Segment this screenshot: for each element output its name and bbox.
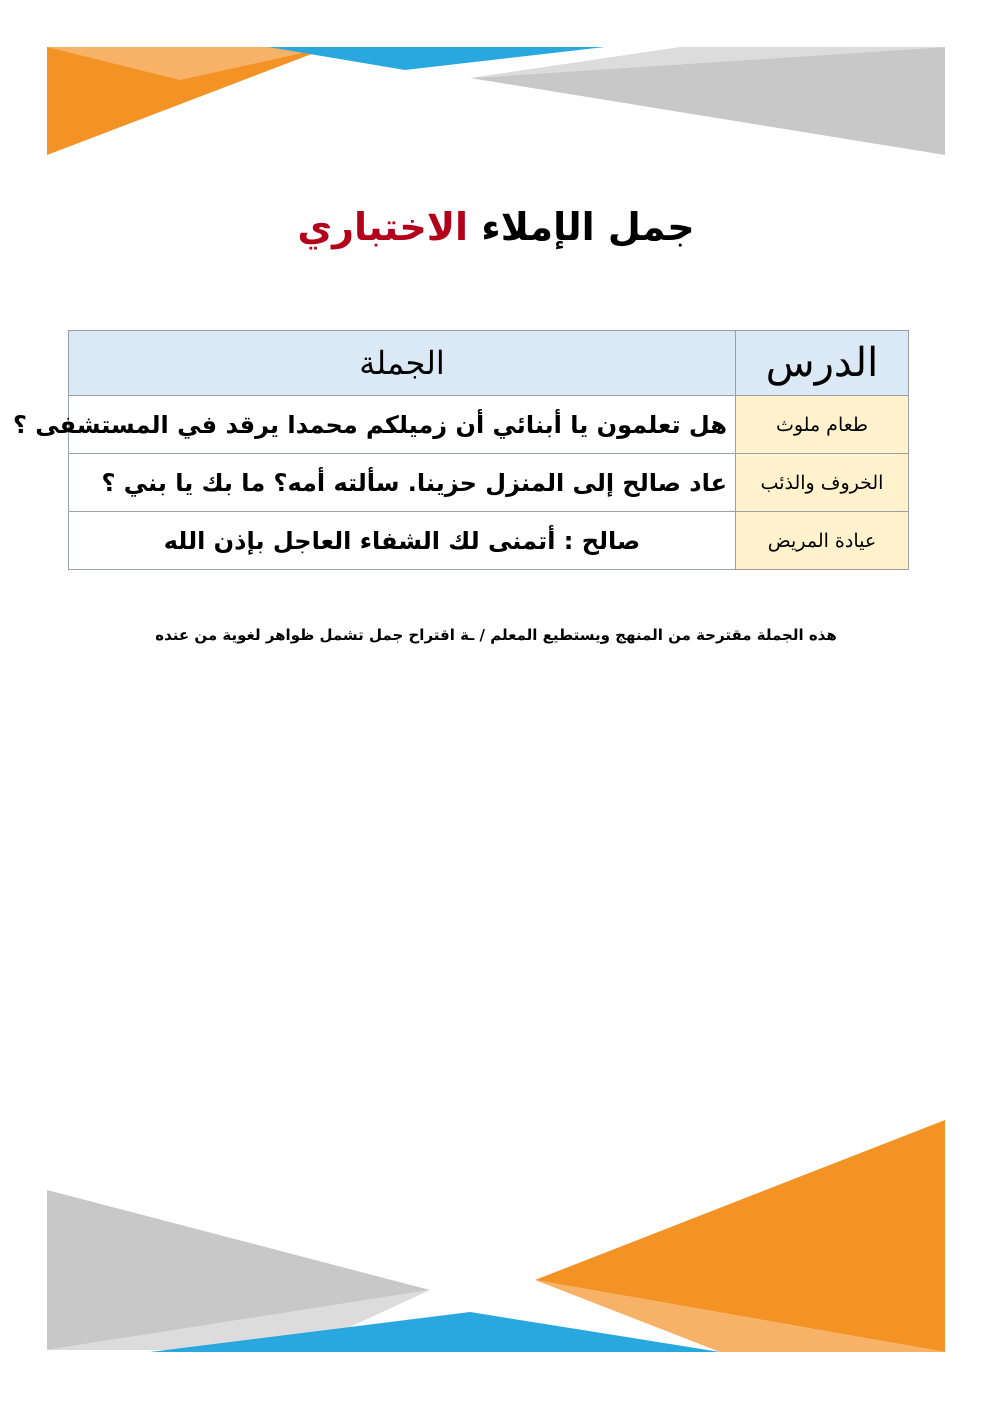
page-title: [0, 205, 992, 249]
sentence-cell: هل تعلمون يا أبنائي أن زميلكم محمدا يرقد في المستشفى ؟: [69, 396, 736, 454]
teacher-note: هذه الجملة مقترحة من المنهج ويستطيع المعلم / ـة اقتراح جمل تشمل ظواهر لغوية من عنده: [155, 626, 837, 644]
table-row: [69, 512, 909, 570]
header-sentence: الجملة: [69, 331, 736, 396]
sentence-cell: عاد صالح إلى المنزل حزينا. سألته أمه؟ ما بك يا بني ؟: [69, 454, 736, 512]
sentences-table: [12, 330, 909, 570]
header-lesson: الدرس: [736, 331, 909, 396]
sentence-cell: صالح : أتمنى لك الشفاء العاجل بإذن الله: [69, 512, 736, 570]
top-decorative-banner: [0, 0, 992, 180]
lesson-cell: طعام ملوث: [736, 396, 909, 454]
title-main: جمل الإملاء: [481, 205, 695, 249]
title-accent: الاختباري: [297, 205, 469, 249]
bottom-decorative-banner: [0, 1100, 992, 1403]
lesson-cell: عيادة المريض: [736, 512, 909, 570]
table-row: [69, 454, 909, 512]
table-header-row: [69, 331, 909, 396]
lesson-cell: الخروف والذئب: [736, 454, 909, 512]
top-gray-triangle: [470, 47, 945, 155]
table-row: [69, 396, 909, 454]
